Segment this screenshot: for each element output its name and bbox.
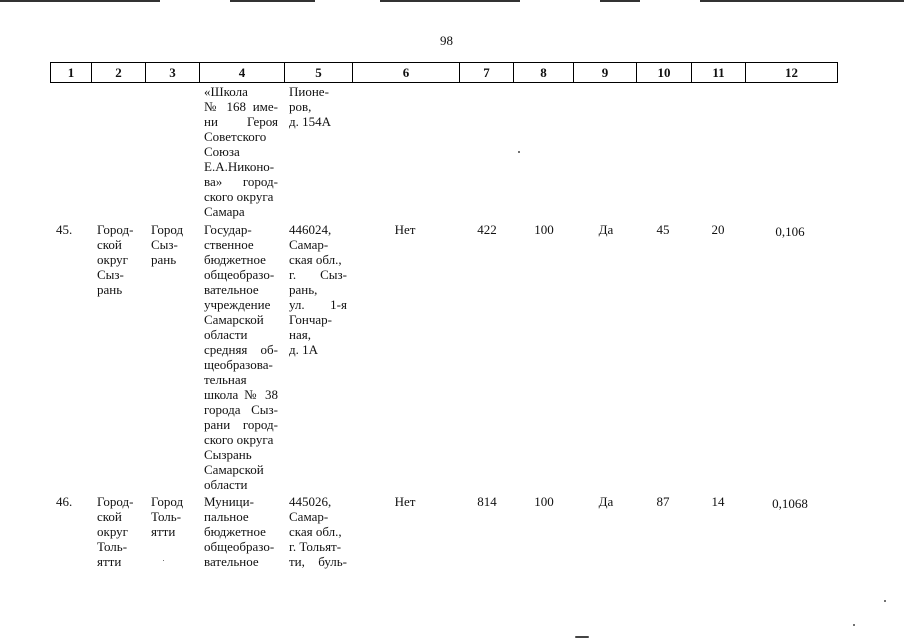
row-number: 46. (56, 494, 73, 509)
scan-speck (163, 560, 164, 561)
col11-value: 14 (711, 494, 725, 509)
scan-speck (518, 151, 520, 153)
col12-value: 0,1068 (772, 496, 808, 511)
column-header-7: 7 (460, 63, 514, 82)
scan-edge-line (380, 0, 520, 2)
row-number: 45. (56, 222, 73, 237)
address-cell: 446024, Самар- ская обл., г. Сыз- рань, ул. 1-я Гончар- ная, д. 1А (289, 222, 347, 357)
column-header-3: 3 (146, 63, 200, 82)
institution-cell: Муници- пальное бюджетное общеобразо- вательное (204, 494, 275, 569)
region-cell: Город- ской округ Сыз- рань (97, 222, 134, 297)
continuation-col5: Пионе- ров, д. 154А (289, 84, 332, 129)
column-header-2: 2 (92, 63, 146, 82)
city-cell: Город Толь- ятти (151, 494, 184, 539)
column-header-6: 6 (353, 63, 460, 82)
col11-value: 20 (711, 222, 725, 237)
region-cell: Город- ской округ Толь- ятти (97, 494, 134, 569)
scan-speck (575, 636, 589, 638)
col7-value: 814 (477, 494, 497, 509)
scan-edge-line (230, 0, 315, 2)
scan-edge-line (0, 0, 160, 2)
col8-value: 100 (534, 222, 554, 237)
institution-cell: Государ- ственное бюджетное общеобразо- вательное учреждение Самарской области средняя об- щеобразова- тельная школа № 38 города Сыз- рани город- ского округа Сызрань Самарской области (204, 222, 278, 492)
column-header-5: 5 (285, 63, 353, 82)
address-cell: 445026, Самар- ская обл., г. Тольят- ти, буль- (289, 494, 347, 569)
col10-value: 45 (656, 222, 670, 237)
column-header-10: 10 (637, 63, 692, 82)
scan-edge-line (600, 0, 640, 2)
col9-value: Да (598, 494, 614, 509)
scan-speck (884, 600, 886, 602)
col8-value: 100 (534, 494, 554, 509)
col12-value: 0,106 (775, 224, 805, 239)
column-header-4: 4 (200, 63, 285, 82)
continuation-col4: «Школа № 168 име- ни Героя Советского Союза Е.А.Никоно- ва» город- ского округа Самара (204, 84, 278, 219)
column-header-11: 11 (692, 63, 746, 82)
col10-value: 87 (656, 494, 670, 509)
city-cell: Город Сыз- рань (151, 222, 184, 267)
table-header-row (50, 62, 838, 83)
scan-speck (853, 624, 855, 626)
column-header-8: 8 (514, 63, 574, 82)
column-header-1: 1 (51, 63, 92, 82)
scan-edge-line (700, 0, 904, 2)
page-number: 98 (440, 33, 453, 48)
col6-value: Нет (394, 494, 416, 509)
col7-value: 422 (477, 222, 497, 237)
column-header-9: 9 (574, 63, 637, 82)
column-header-12: 12 (785, 65, 798, 80)
col9-value: Да (598, 222, 614, 237)
col6-value: Нет (394, 222, 416, 237)
